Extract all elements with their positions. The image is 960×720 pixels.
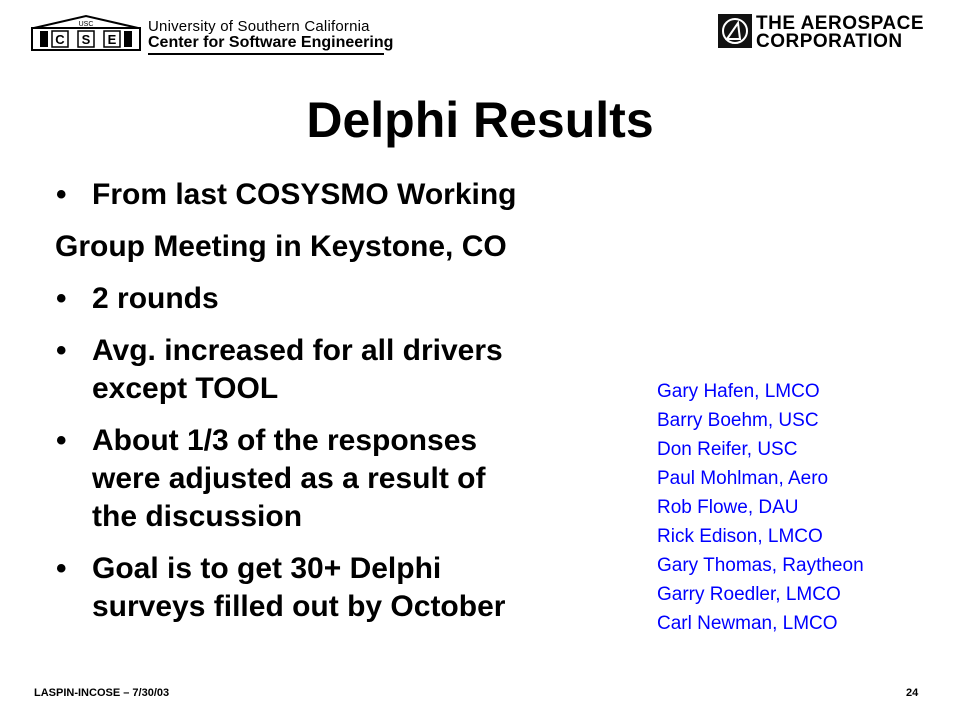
bullet-list (56, 176, 636, 626)
bullet-item (56, 422, 636, 536)
participant-name: Garry Roedler, LMCO (657, 584, 841, 605)
bullet-line: were adjusted as a result of (92, 462, 486, 495)
participant-name: Rick Edison, LMCO (657, 526, 823, 547)
bullet-dot-icon: • (56, 334, 67, 367)
aerospace-name-line2: CORPORATION (756, 31, 903, 52)
bullet-line: except TOOL (92, 372, 279, 405)
participant-name: Carl Newman, LMCO (657, 613, 838, 634)
slide-title: Delphi Results (306, 92, 654, 148)
participant-name: Rob Flowe, DAU (657, 497, 799, 518)
aerospace-name-line1: THE AEROSPACE (756, 13, 925, 34)
bullet-line: Avg. increased for all drivers (92, 334, 503, 367)
bullet-dot-icon: • (56, 552, 67, 585)
bullet-line: surveys filled out by October (92, 590, 506, 623)
bullet-dot-icon: • (56, 424, 67, 457)
bullet-item (56, 332, 636, 408)
bullet-dot-icon: • (56, 178, 67, 211)
university-name: University of Southern California (148, 18, 370, 35)
center-name: Center for Software Engineering (148, 34, 394, 51)
participant-name: Gary Hafen, LMCO (657, 381, 820, 402)
cse-logo-letter-s: S (81, 32, 91, 47)
participant-list (657, 377, 864, 638)
participant-name: Gary Thomas, Raytheon (657, 555, 864, 576)
cse-logo-letter-c: C (55, 32, 65, 47)
bullet-line: the discussion (92, 500, 303, 533)
header-divider (148, 53, 384, 55)
participant-name: Don Reifer, USC (657, 439, 798, 460)
footer-event-date: LASPIN-INCOSE – 7/30/03 (34, 687, 170, 699)
bullet-line: 2 rounds (92, 282, 219, 315)
bullet-line: From last COSYSMO Working (92, 178, 517, 211)
cse-logo-letter-e: E (107, 32, 117, 47)
cse-logo (30, 14, 142, 52)
bullet-line: Goal is to get 30+ Delphi (92, 552, 442, 585)
participant-name: Barry Boehm, USC (657, 410, 819, 431)
bullet-item (56, 550, 636, 626)
page-number: 24 (906, 687, 919, 699)
bullet-continuation (56, 228, 636, 266)
bullet-line: About 1/3 of the responses (92, 424, 478, 457)
bullet-item (56, 280, 636, 318)
participant-name: Paul Mohlman, Aero (657, 468, 829, 489)
bullet-line: Group Meeting in Keystone, CO (55, 230, 507, 263)
bullet-dot-icon: • (56, 282, 67, 315)
bullet-item (56, 176, 636, 214)
cse-logo-top-mark: USC (78, 21, 94, 28)
aerospace-logo-mark-icon (718, 14, 752, 48)
